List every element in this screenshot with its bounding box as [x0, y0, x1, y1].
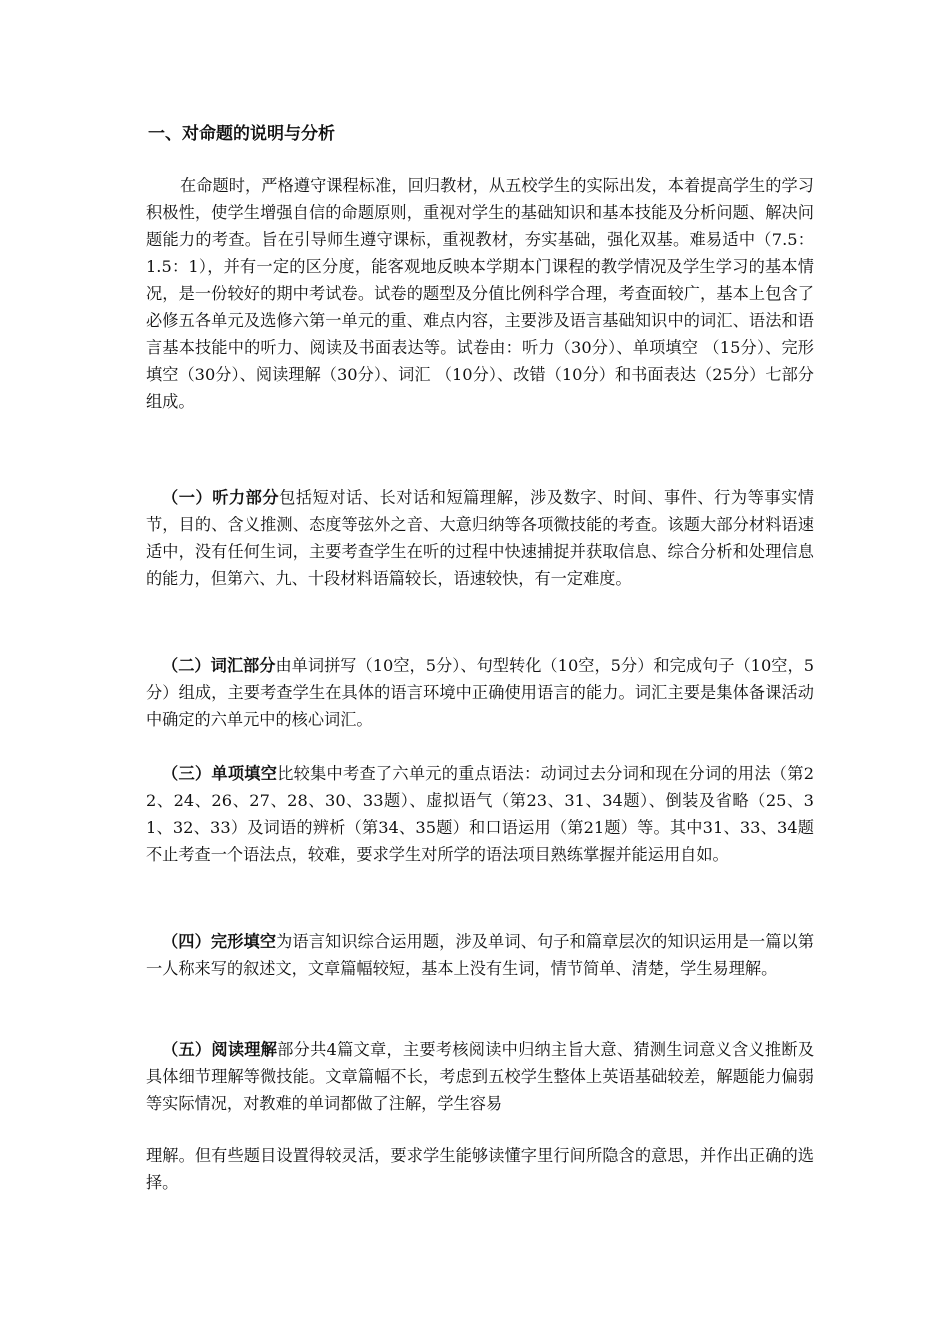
cloze-text: 为语言知识综合运用题，涉及单词、句子和篇章层次的知识运用是一篇以第一人称来写的叙述文，文章篇幅较短，基本上没有生词，情节简单、清楚，学生易理解。: [146, 932, 815, 978]
vocabulary-text: 由单词拼写（10空，5分）、句型转化（10空，5分）和完成句子（10空，5分）组成，主要考查学生在具体的语言环境中正确使用语言的能力。词汇主要是集体备课活动中确定的六单元中的核心词汇。: [146, 656, 815, 729]
reading-continuation: 理解。但有些题目设置得较灵活，要求学生能够读懂字里行间所隐含的意思，并作出正确的选择。: [146, 1146, 814, 1192]
section-heading: 一、对命题的说明与分析: [148, 124, 335, 144]
single-choice-lead: （三）单项填空: [162, 764, 278, 783]
reading-lead: （五）阅读理解: [162, 1040, 278, 1059]
cloze-lead: （四）完形填空: [162, 932, 277, 951]
listening-paragraph: [146, 484, 814, 592]
reading-text: 部分共4篇文章，主要考核阅读中归纳主旨大意、猜测生词意义含义推断及具体细节理解等微技能。文章篇幅不长，考虑到五校学生整体上英语基础较差，解题能力偏弱等实际情况，对教难的单词都做了注解，学生容易: [146, 1040, 815, 1113]
single-choice-paragraph: [146, 760, 814, 868]
single-choice-text: 比较集中考查了六单元的重点语法：动词过去分词和现在分词的用法（第22、24、26、27、28、30、33题）、虚拟语气（第23、31、34题）、倒装及省略（25、31、32、33）及词语的辨析（第34、35题）和口语运用（第21题）等。其中31、33、34题不止考查一个语法点，较难，要求学生对所学的语法项目熟练掌握并能运用自如。: [146, 764, 815, 864]
intro-paragraph: 在命题时，严格遵守课程标准，回归教材，从五校学生的实际出发，本着提高学生的学习积极性，使学生增强自信的命题原则，重视对学生的基础知识和基本技能及分析问题、解决问题能力的考查。旨在引导师生遵守课标，重视教材，夯实基础，强化双基。难易适中（7.5：1.5：1），并有一定的区分度，能客观地反映本学期本门课程的教学情况及学生学习的基本情况，是一份较好的期中考试卷。试卷的题型及分值比例科学合理，考查面较广，基本上包含了必修五各单元及选修六第一单元的重、难点内容，主要涉及语言基础知识中的词汇、语法和语言基本技能中的听力、阅读及书面表达等。试卷由：听力（30分）、单项填空 （15分）、完形填空（30分）、阅读理解（30分）、词汇 （10分）、改错（10分）和书面表达（25分）七部分组成。: [146, 176, 814, 411]
vocabulary-lead: （二）词汇部分: [162, 656, 276, 675]
vocabulary-paragraph: [146, 652, 814, 733]
reading-paragraph: [146, 1036, 814, 1117]
cloze-paragraph: [146, 928, 814, 982]
listening-text: 包括短对话、长对话和短篇理解，涉及数字、时间、事件、行为等事实情节，目的、含义推测、态度等弦外之音、大意归纳等各项微技能的考查。该题大部分材料语速适中，没有任何生词，主要考查学生在听的过程中快速捕捉并获取信息、综合分析和处理信息的能力，但第六、九、十段材料语篇较长，语速较快，有一定难度。: [146, 488, 814, 588]
listening-lead: （一）听力部分: [162, 488, 280, 507]
